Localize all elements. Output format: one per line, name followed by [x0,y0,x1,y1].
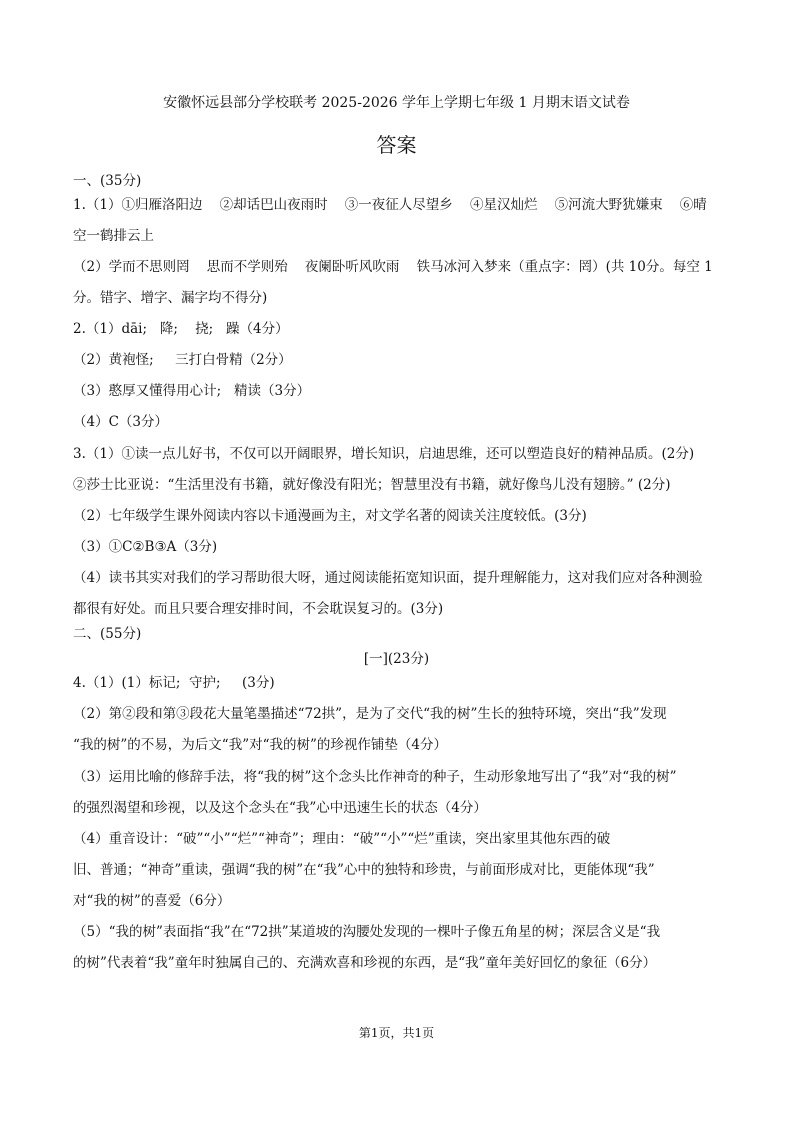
answer-line: （4）重音设计：“破”“小”“烂”“神奇”；理由：“破”“小”“烂”重读，突出家里其他东西的破 [73,831,611,847]
answer-line: ②莎士比亚说：“生活里没有书籍，就好像没有阳光；智慧里没有书籍，就好像鸟儿没有翅膀。” (2分) [73,477,671,493]
answer-line: 2.（1）dāi; 降; 挠; 躁（4分） [73,321,289,337]
answer-line: （2）七年级学生课外阅读内容以卡通漫画为主，对文学名著的阅读关注度较低。(3分) [73,508,587,524]
answer-line: （2）第②段和第③段花大量笔墨描述“72拱”，是为了交代“我的树”生长的独特环境，突出“我”发现 [73,706,667,722]
document-subtitle: 答案 [376,133,417,157]
page-number: 第1页，共1页 [358,1026,435,1040]
answer-line: 的强烈渴望和珍视，以及这个念头在“我”心中迅速生长的状态（4分） [73,800,487,816]
answer-line: （2）学而不思则罔 思而不学则殆 夜阑卧听风吹雨 铁马冰河入梦来（重点字：罔）(共 10分。每空 1 [73,259,713,275]
answer-line: 的树”代表着“我”童年时独属自己的、充满欢喜和珍视的东西，是“我”童年美好回忆的象征（6分） [73,955,657,971]
answer-line: 4.（1）(1）标记; 守护; (3分) [73,675,275,691]
answer-line: （4）读书其实对我们的学习帮助很大呀，通过阅读能拓宽知识面，提升理解能力，这对我们应对各种测验 [73,570,703,586]
answer-line: 1.（1）①归雁洛阳边 ②却话巴山夜雨时 ③一夜征人尽望乡 ④星汉灿烂 ⑤河流大野犹嫌束 ⑥晴 [73,197,707,213]
section-heading: 二、(55分) [73,626,142,642]
answer-line: 3.（1）①读一点儿好书，不仅可以开阔眼界，增长知识，启迪思维，还可以塑造良好的精神品质。(2分) [73,446,695,462]
answer-line: 分。错字、增字、漏字均不得分) [73,290,268,306]
answer-line: “我的树”的不易，为后文“我”对“我的树”的珍视作铺垫（4分） [73,737,447,753]
answer-line: （3）运用比喻的修辞手法，将“我的树”这个念头比作神奇的种子，生动形象地写出了“我”对“我的树” [73,769,677,785]
document-title: 安徽怀远县部分学校联考 2025-2026 学年上学期七年级 1 月期末语文试卷 [163,95,630,111]
answer-line: （2）黄袍怪; 三打白骨精（2分） [73,352,292,368]
section-heading: 一、(35分) [73,173,142,189]
answer-line: 旧、普通；“神奇”重读，强调“我的树”在“我”心中的独特和珍贵，与前面形成对比，更能体现“我” [73,862,655,878]
answer-line: 对“我的树”的喜爱（6分） [73,893,231,909]
answer-line: （5）“我的树”表面指“我”在“72拱”某道坡的沟腰处发现的一棵叶子像五角星的树；深层含义是“我 [73,924,661,940]
subsection-heading: [一](23分) [363,651,430,667]
answer-line: 空一鹤排云上 [73,228,154,244]
answer-line: 都很有好处。而且只要合理安排时间，不会耽误复习的。(3分) [73,601,444,617]
answer-line: （3）憨厚又懂得用心计; 精读（3分） [73,383,311,399]
answer-line: （3）①C②B③A（3分) [73,539,218,555]
answer-line: （4）C（3分） [73,414,169,430]
